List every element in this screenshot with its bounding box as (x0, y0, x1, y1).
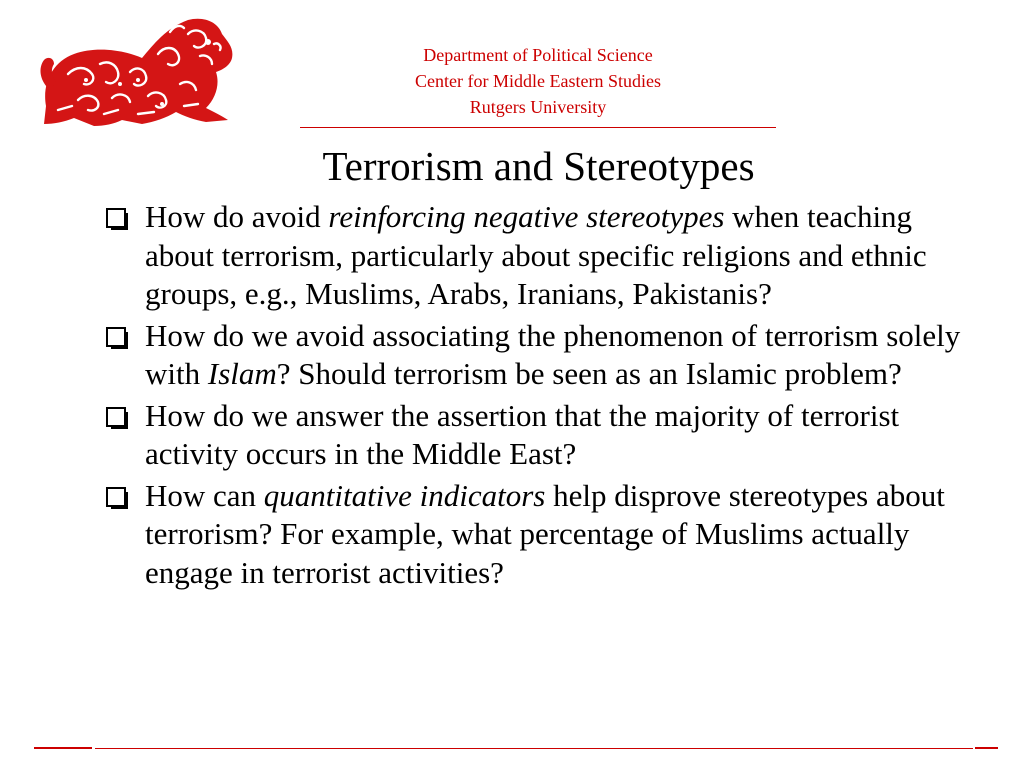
bullet-item (104, 477, 984, 593)
footer-accent-right (975, 747, 998, 749)
bullet-list (104, 198, 984, 595)
bullet-item (104, 317, 984, 394)
hollow-square-bullet-icon (106, 407, 131, 432)
bullet-text: How do avoid (145, 199, 329, 234)
footer-accent-left (34, 747, 92, 749)
bullet-item (104, 397, 984, 474)
bullet-text-continued: ? Should terrorism be seen as an Islamic problem? (276, 356, 902, 391)
bullet-emphasis: reinforcing negative stereotypes (328, 199, 725, 234)
bullet-emphasis: Islam (207, 356, 277, 391)
hollow-square-bullet-icon (106, 327, 131, 352)
footer-divider (95, 748, 973, 749)
bullet-text: How can (145, 477, 264, 513)
header-divider (300, 127, 776, 128)
bullet-emphasis: quantitative indicators (263, 477, 546, 513)
bullet-text-continued: help disprove stereotypes about terrorism? For example, what percentage of Muslims actually engage in terrorist activities? (145, 477, 945, 590)
hollow-square-bullet-icon (106, 487, 131, 512)
header-center: Center for Middle Eastern Studies (415, 71, 661, 91)
header-department: Department of Political Science (423, 45, 653, 65)
hollow-square-bullet-icon (106, 208, 131, 233)
header-university: Rutgers University (469, 97, 607, 117)
slide-title: Terrorism and Stereotypes (322, 143, 755, 189)
bullet-text: How do we answer the assertion that the majority of terrorist activity occurs in the Middle East? (145, 397, 900, 471)
department-header (300, 42, 776, 120)
bullet-item (104, 198, 984, 314)
bullet-text-continued: when teaching about terrorism, particularly about specific religions and ethnic groups, e.g., Muslims, Arabs, Iranians, Pakistanis? (145, 199, 927, 311)
calligraphic-lion-logo (38, 14, 244, 132)
bullet-text: How do we avoid associating the phenomenon of terrorism solely with (145, 317, 961, 391)
